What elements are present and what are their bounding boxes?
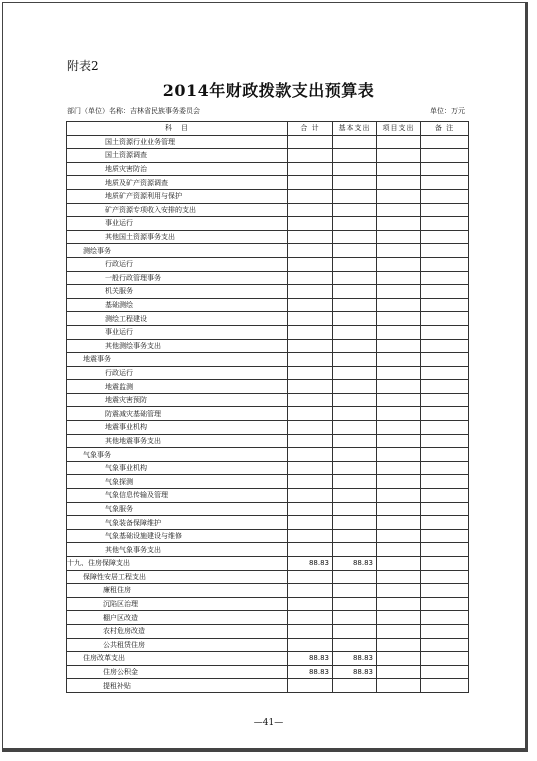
- cell-total: [288, 162, 333, 176]
- cell-basic: [333, 176, 377, 190]
- cell-basic: [333, 203, 377, 217]
- table-row: [67, 502, 469, 516]
- cell-total: [288, 448, 333, 462]
- table-row: [67, 271, 469, 285]
- cell-note: [421, 312, 469, 326]
- cell-project: [377, 475, 421, 489]
- cell-name: 其他测绘事务支出: [67, 339, 288, 353]
- column-header-subject: 科 目: [67, 122, 288, 136]
- cell-basic: 88.83: [333, 652, 377, 666]
- cell-basic: [333, 461, 377, 475]
- cell-project: [377, 570, 421, 584]
- cell-name: 住房公积金: [67, 665, 288, 679]
- cell-project: [377, 353, 421, 367]
- cell-basic: [333, 189, 377, 203]
- cell-basic: [333, 339, 377, 353]
- appendix-label: 附表2: [67, 59, 99, 73]
- cell-basic: [333, 407, 377, 421]
- cell-total: 88.83: [288, 665, 333, 679]
- cell-project: [377, 380, 421, 394]
- cell-total: [288, 353, 333, 367]
- cell-project: [377, 611, 421, 625]
- cell-total: [288, 366, 333, 380]
- cell-name: 机关服务: [67, 285, 288, 299]
- cell-name: 气象事务: [67, 448, 288, 462]
- cell-basic: [333, 570, 377, 584]
- cell-note: [421, 325, 469, 339]
- cell-project: [377, 325, 421, 339]
- cell-basic: [333, 434, 377, 448]
- cell-project: [377, 312, 421, 326]
- cell-basic: [333, 230, 377, 244]
- cell-name: 其他地震事务支出: [67, 434, 288, 448]
- cell-project: [377, 298, 421, 312]
- cell-name: 地震灾害预防: [67, 393, 288, 407]
- cell-basic: [333, 285, 377, 299]
- cell-note: [421, 244, 469, 258]
- cell-name: 防震减灾基础管理: [67, 407, 288, 421]
- cell-basic: [333, 380, 377, 394]
- cell-name: 矿产资源专项收入安排的支出: [67, 203, 288, 217]
- cell-name: 地震事业机构: [67, 421, 288, 435]
- cell-total: [288, 176, 333, 190]
- cell-name: 沉陷区治理: [67, 597, 288, 611]
- cell-project: [377, 162, 421, 176]
- cell-total: [288, 189, 333, 203]
- column-header-note: 备 注: [421, 122, 469, 136]
- cell-name: 保障性安居工程支出: [67, 570, 288, 584]
- cell-total: [288, 638, 333, 652]
- cell-note: [421, 502, 469, 516]
- cell-note: [421, 529, 469, 543]
- cell-basic: [333, 584, 377, 598]
- cell-name: 棚户区改造: [67, 611, 288, 625]
- cell-project: [377, 230, 421, 244]
- cell-basic: [333, 502, 377, 516]
- cell-project: [377, 421, 421, 435]
- cell-note: [421, 475, 469, 489]
- cell-name: 公共租赁住房: [67, 638, 288, 652]
- table-row: [67, 461, 469, 475]
- cell-project: [377, 393, 421, 407]
- cell-note: [421, 679, 469, 693]
- cell-total: [288, 529, 333, 543]
- cell-total: [288, 230, 333, 244]
- cell-name: 十九、住房保障支出: [67, 557, 288, 571]
- cell-basic: [333, 421, 377, 435]
- cell-project: [377, 189, 421, 203]
- table-row: [67, 162, 469, 176]
- cell-total: [288, 461, 333, 475]
- cell-total: [288, 516, 333, 530]
- cell-project: [377, 461, 421, 475]
- cell-note: [421, 448, 469, 462]
- cell-name: 行政运行: [67, 366, 288, 380]
- cell-total: [288, 679, 333, 693]
- cell-name: 一般行政管理事务: [67, 271, 288, 285]
- cell-note: [421, 162, 469, 176]
- table-row: [67, 475, 469, 489]
- cell-total: 88.83: [288, 652, 333, 666]
- table-row: [67, 298, 469, 312]
- table-row: [67, 489, 469, 503]
- cell-name: 地质矿产资源利用与保护: [67, 189, 288, 203]
- cell-basic: [333, 393, 377, 407]
- table-row: [67, 366, 469, 380]
- cell-project: [377, 665, 421, 679]
- cell-total: [288, 244, 333, 258]
- cell-total: [288, 339, 333, 353]
- cell-project: [377, 407, 421, 421]
- cell-basic: [333, 679, 377, 693]
- page-title: 2014年财政拨款支出预算表: [162, 81, 375, 100]
- table-row: [67, 339, 469, 353]
- cell-name: 事业运行: [67, 217, 288, 231]
- cell-project: [377, 448, 421, 462]
- cell-total: [288, 312, 333, 326]
- cell-note: [421, 652, 469, 666]
- cell-basic: [333, 135, 377, 149]
- cell-note: [421, 353, 469, 367]
- cell-basic: [333, 448, 377, 462]
- table-row: [67, 584, 469, 598]
- cell-note: [421, 570, 469, 584]
- table-row: [67, 543, 469, 557]
- cell-total: [288, 570, 333, 584]
- cell-name: 测绘工程建设: [67, 312, 288, 326]
- cell-note: [421, 298, 469, 312]
- table-row: [67, 638, 469, 652]
- table-row: [67, 244, 469, 258]
- cell-note: [421, 380, 469, 394]
- table-row: [67, 665, 469, 679]
- cell-name: 住房改革支出: [67, 652, 288, 666]
- cell-note: [421, 189, 469, 203]
- cell-note: [421, 489, 469, 503]
- cell-project: [377, 149, 421, 163]
- cell-name: 国土资源行业业务管理: [67, 135, 288, 149]
- cell-basic: [333, 516, 377, 530]
- cell-name: 气象探测: [67, 475, 288, 489]
- cell-basic: [333, 325, 377, 339]
- table-body: [67, 135, 469, 692]
- cell-note: [421, 285, 469, 299]
- cell-total: [288, 407, 333, 421]
- cell-note: [421, 597, 469, 611]
- cell-name: 测绘事务: [67, 244, 288, 258]
- cell-total: [288, 393, 333, 407]
- cell-project: [377, 217, 421, 231]
- cell-name: 其他气象事务支出: [67, 543, 288, 557]
- cell-project: [377, 516, 421, 530]
- table-row: [67, 611, 469, 625]
- cell-basic: [333, 529, 377, 543]
- table-header-row: [67, 122, 469, 136]
- cell-project: [377, 529, 421, 543]
- cell-basic: [333, 244, 377, 258]
- cell-basic: [333, 638, 377, 652]
- cell-total: [288, 298, 333, 312]
- cell-project: [377, 271, 421, 285]
- cell-project: [377, 203, 421, 217]
- table-row: [67, 189, 469, 203]
- cell-basic: [333, 597, 377, 611]
- cell-name: 其他国土资源事务支出: [67, 230, 288, 244]
- cell-basic: [333, 543, 377, 557]
- cell-basic: [333, 257, 377, 271]
- table-row: [67, 529, 469, 543]
- cell-total: [288, 217, 333, 231]
- cell-basic: 88.83: [333, 665, 377, 679]
- table-row: [67, 448, 469, 462]
- table-row: [67, 421, 469, 435]
- table-row: [67, 393, 469, 407]
- cell-basic: [333, 149, 377, 163]
- table-row: [67, 652, 469, 666]
- cell-basic: [333, 271, 377, 285]
- table-row: [67, 312, 469, 326]
- cell-note: [421, 339, 469, 353]
- table-row: [67, 135, 469, 149]
- cell-name: 提租补贴: [67, 679, 288, 693]
- cell-total: [288, 271, 333, 285]
- cell-note: [421, 516, 469, 530]
- cell-basic: [333, 162, 377, 176]
- cell-total: [288, 584, 333, 598]
- cell-name: 地震监测: [67, 380, 288, 394]
- cell-name: 国土资源调查: [67, 149, 288, 163]
- cell-project: [377, 285, 421, 299]
- cell-name: 农村危房改造: [67, 624, 288, 638]
- cell-project: [377, 339, 421, 353]
- table-row: [67, 230, 469, 244]
- table-row: [67, 217, 469, 231]
- cell-project: [377, 624, 421, 638]
- cell-name: 气象事业机构: [67, 461, 288, 475]
- cell-basic: [333, 312, 377, 326]
- cell-name: 地质及矿产资源调查: [67, 176, 288, 190]
- cell-name: 气象信息传输及管理: [67, 489, 288, 503]
- cell-basic: [333, 475, 377, 489]
- cell-project: [377, 584, 421, 598]
- cell-name: 基础测绘: [67, 298, 288, 312]
- cell-note: [421, 557, 469, 571]
- cell-name: 地质灾害防治: [67, 162, 288, 176]
- cell-total: [288, 257, 333, 271]
- table-row: [67, 285, 469, 299]
- cell-project: [377, 543, 421, 557]
- cell-basic: 88.83: [333, 557, 377, 571]
- page-number: —41—: [253, 718, 284, 728]
- table-row: [67, 380, 469, 394]
- cell-total: [288, 475, 333, 489]
- table-row: [67, 407, 469, 421]
- cell-note: [421, 421, 469, 435]
- cell-project: [377, 557, 421, 571]
- column-header-project: 项目支出: [377, 122, 421, 136]
- table-row: [67, 516, 469, 530]
- table-row: [67, 353, 469, 367]
- cell-note: [421, 638, 469, 652]
- cell-project: [377, 257, 421, 271]
- cell-total: [288, 421, 333, 435]
- cell-total: [288, 135, 333, 149]
- cell-project: [377, 652, 421, 666]
- cell-total: 88.83: [288, 557, 333, 571]
- cell-note: [421, 665, 469, 679]
- table-row: [67, 325, 469, 339]
- table-row: [67, 257, 469, 271]
- cell-total: [288, 624, 333, 638]
- cell-basic: [333, 298, 377, 312]
- cell-basic: [333, 624, 377, 638]
- cell-project: [377, 502, 421, 516]
- cell-project: [377, 135, 421, 149]
- table-row: [67, 176, 469, 190]
- column-header-total: 合 计: [288, 122, 333, 136]
- cell-project: [377, 434, 421, 448]
- table-row: [67, 679, 469, 693]
- table-row: [67, 557, 469, 571]
- cell-note: [421, 366, 469, 380]
- cell-name: 气象服务: [67, 502, 288, 516]
- table-row: [67, 149, 469, 163]
- cell-note: [421, 135, 469, 149]
- cell-project: [377, 244, 421, 258]
- cell-basic: [333, 353, 377, 367]
- cell-note: [421, 257, 469, 271]
- cell-note: [421, 624, 469, 638]
- cell-total: [288, 611, 333, 625]
- budget-table: [66, 121, 469, 693]
- cell-note: [421, 407, 469, 421]
- cell-project: [377, 176, 421, 190]
- cell-total: [288, 597, 333, 611]
- cell-total: [288, 285, 333, 299]
- cell-name: 气象装备保障维护: [67, 516, 288, 530]
- table-row: [67, 203, 469, 217]
- table-row: [67, 434, 469, 448]
- column-header-basic: 基本支出: [333, 122, 377, 136]
- cell-name: 气象基础设施建设与维修: [67, 529, 288, 543]
- cell-total: [288, 543, 333, 557]
- table-row: [67, 624, 469, 638]
- cell-note: [421, 611, 469, 625]
- cell-project: [377, 679, 421, 693]
- cell-basic: [333, 366, 377, 380]
- cell-project: [377, 366, 421, 380]
- cell-total: [288, 325, 333, 339]
- cell-note: [421, 393, 469, 407]
- cell-basic: [333, 217, 377, 231]
- cell-name: 行政运行: [67, 257, 288, 271]
- cell-note: [421, 203, 469, 217]
- cell-note: [421, 434, 469, 448]
- cell-note: [421, 217, 469, 231]
- cell-note: [421, 584, 469, 598]
- department-name: 部门（单位）名称：吉林省民族事务委员会: [67, 107, 200, 115]
- cell-name: 地震事务: [67, 353, 288, 367]
- cell-note: [421, 271, 469, 285]
- cell-total: [288, 502, 333, 516]
- cell-note: [421, 176, 469, 190]
- cell-total: [288, 203, 333, 217]
- cell-project: [377, 638, 421, 652]
- cell-total: [288, 149, 333, 163]
- cell-note: [421, 149, 469, 163]
- cell-basic: [333, 489, 377, 503]
- cell-project: [377, 489, 421, 503]
- cell-note: [421, 461, 469, 475]
- unit-label: 单位：万元: [430, 107, 465, 115]
- cell-name: 事业运行: [67, 325, 288, 339]
- cell-name: 廉租住房: [67, 584, 288, 598]
- cell-basic: [333, 611, 377, 625]
- table-row: [67, 570, 469, 584]
- cell-note: [421, 230, 469, 244]
- cell-project: [377, 597, 421, 611]
- cell-note: [421, 543, 469, 557]
- cell-total: [288, 380, 333, 394]
- cell-total: [288, 434, 333, 448]
- cell-total: [288, 489, 333, 503]
- table-row: [67, 597, 469, 611]
